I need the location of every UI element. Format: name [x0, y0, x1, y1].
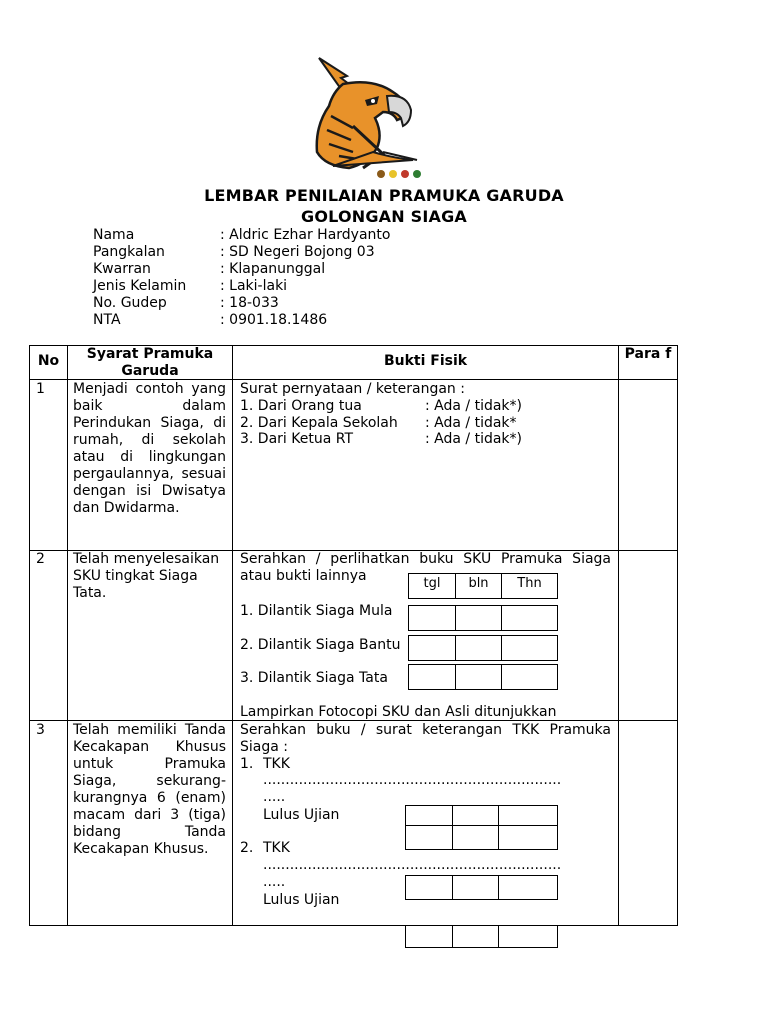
row3-lulus-ujian: Lulus Ujian	[263, 892, 340, 908]
table-border	[29, 345, 30, 926]
info-label: Kwarran	[93, 261, 151, 277]
date-header-bln: bln	[468, 576, 489, 591]
info-value: : 0901.18.1486	[220, 312, 328, 328]
date-input-bln[interactable]	[455, 664, 502, 690]
date-input-thn[interactable]	[501, 605, 558, 631]
row3-tkk-dots2: .....	[263, 874, 286, 890]
row1-intro: Surat pernyataan / keterangan :	[240, 381, 465, 397]
row3-tkk-label: TKK	[263, 840, 290, 856]
row3-tkk-dots: ...................................................................	[263, 772, 562, 788]
date-input-tgl[interactable]	[405, 825, 453, 850]
table-border	[677, 345, 678, 926]
row3-tkk-dots: ...................................................................	[263, 857, 562, 873]
info-label: Nama	[93, 227, 135, 243]
row3-lulus-ujian: Lulus Ujian	[263, 807, 340, 823]
row3-tkk-dots2: .....	[263, 789, 286, 805]
info-value: : 18-033	[220, 295, 279, 311]
info-label: No. Gudep	[93, 295, 167, 311]
row2-no: 2	[36, 551, 45, 567]
date-input-thn[interactable]	[498, 925, 558, 948]
info-label: NTA	[93, 312, 121, 328]
date-input-bln[interactable]	[455, 605, 502, 631]
row2-item: 2. Dilantik Siaga Bantu	[240, 637, 401, 653]
date-input-thn[interactable]	[498, 875, 558, 900]
table-border	[29, 925, 678, 926]
date-input-thn[interactable]	[498, 825, 558, 850]
row2-note: Lampirkan Fotocopi SKU dan Asli ditunjukkan	[240, 704, 557, 720]
row3-intro: Serahkan buku / surat keterangan TKK Pramuka Siaga :	[240, 722, 611, 755]
row3-no: 3	[36, 722, 45, 738]
page-title-line2: GOLONGAN SIAGA	[300, 207, 467, 226]
row3-tkk-num: 1.	[240, 756, 254, 772]
date-input-tgl[interactable]	[405, 805, 453, 826]
row1-item-value: : Ada / tidak*)	[425, 431, 522, 447]
row2-syarat: Telah menyelesaikan SKU tingkat Siaga Tata.	[73, 551, 220, 601]
row2-intro: Serahkan / perlihatkan buku SKU Pramuka Siaga atau bukti lainnya	[240, 551, 611, 584]
date-input-bln[interactable]	[452, 925, 499, 948]
date-input-thn[interactable]	[498, 805, 558, 826]
info-value: : Aldric Ezhar Hardyanto	[220, 227, 391, 243]
date-input-bln[interactable]	[452, 825, 499, 850]
row1-item-label: 2. Dari Kepala Sekolah	[240, 415, 398, 431]
date-input-bln[interactable]	[455, 635, 502, 661]
info-value: : SD Negeri Bojong 03	[220, 244, 375, 260]
info-value: : Laki-laki	[220, 278, 288, 294]
header-bukti: Bukti Fisik	[383, 353, 468, 369]
date-input-tgl[interactable]	[405, 925, 453, 948]
row3-tkk-label: TKK	[263, 756, 290, 772]
row1-item-label: 1. Dari Orang tua	[240, 398, 362, 414]
row1-item-value: : Ada / tidak*)	[425, 398, 522, 414]
date-input-bln[interactable]	[452, 805, 499, 826]
header-syarat: Syarat Pramuka Garuda	[86, 346, 214, 379]
row1-item-label: 3. Dari Ketua RT	[240, 431, 354, 447]
row1-item-value: : Ada / tidak*	[425, 415, 517, 431]
date-input-tgl[interactable]	[408, 635, 456, 661]
row3-syarat: Telah memiliki Tanda Kecakapan Khusus untuk Pramuka Siaga, sekurang-kurangnya 6 (enam) macam dari 3 (tiga) bidang Tanda Kecakapan Khusus.	[73, 722, 226, 857]
date-input-tgl[interactable]	[408, 605, 456, 631]
info-label: Jenis Kelamin	[93, 278, 187, 294]
row3-tkk-num: 2.	[240, 840, 254, 856]
table-border	[232, 345, 233, 926]
date-input-thn[interactable]	[501, 664, 558, 690]
date-header-thn: Thn	[517, 576, 542, 591]
table-border	[618, 345, 619, 926]
date-input-tgl[interactable]	[405, 875, 453, 900]
date-input-tgl[interactable]	[408, 664, 456, 690]
row2-item: 1. Dilantik Siaga Mula	[240, 603, 393, 619]
row1-no: 1	[36, 381, 45, 397]
table-border	[67, 345, 68, 926]
row2-item: 3. Dilantik Siaga Tata	[240, 670, 388, 686]
info-label: Pangkalan	[93, 244, 165, 260]
row1-syarat: Menjadi contoh yang baik dalam Perindukan Siaga, di rumah, di sekolah atau di lingkungan pergaulannya, sesuai dengan isi Dwisatya dan Dwidarma.	[73, 381, 226, 516]
date-input-thn[interactable]	[501, 635, 558, 661]
page-title-line1: LEMBAR PENILAIAN PRAMUKA GARUDA	[204, 186, 564, 205]
date-header-tgl: tgl	[423, 576, 441, 591]
info-value: : Klapanunggal	[220, 261, 326, 277]
header-paraf: Para f	[624, 346, 672, 362]
date-input-bln[interactable]	[452, 875, 499, 900]
garuda-eagle-logo	[313, 56, 425, 180]
header-no: No	[37, 353, 60, 369]
